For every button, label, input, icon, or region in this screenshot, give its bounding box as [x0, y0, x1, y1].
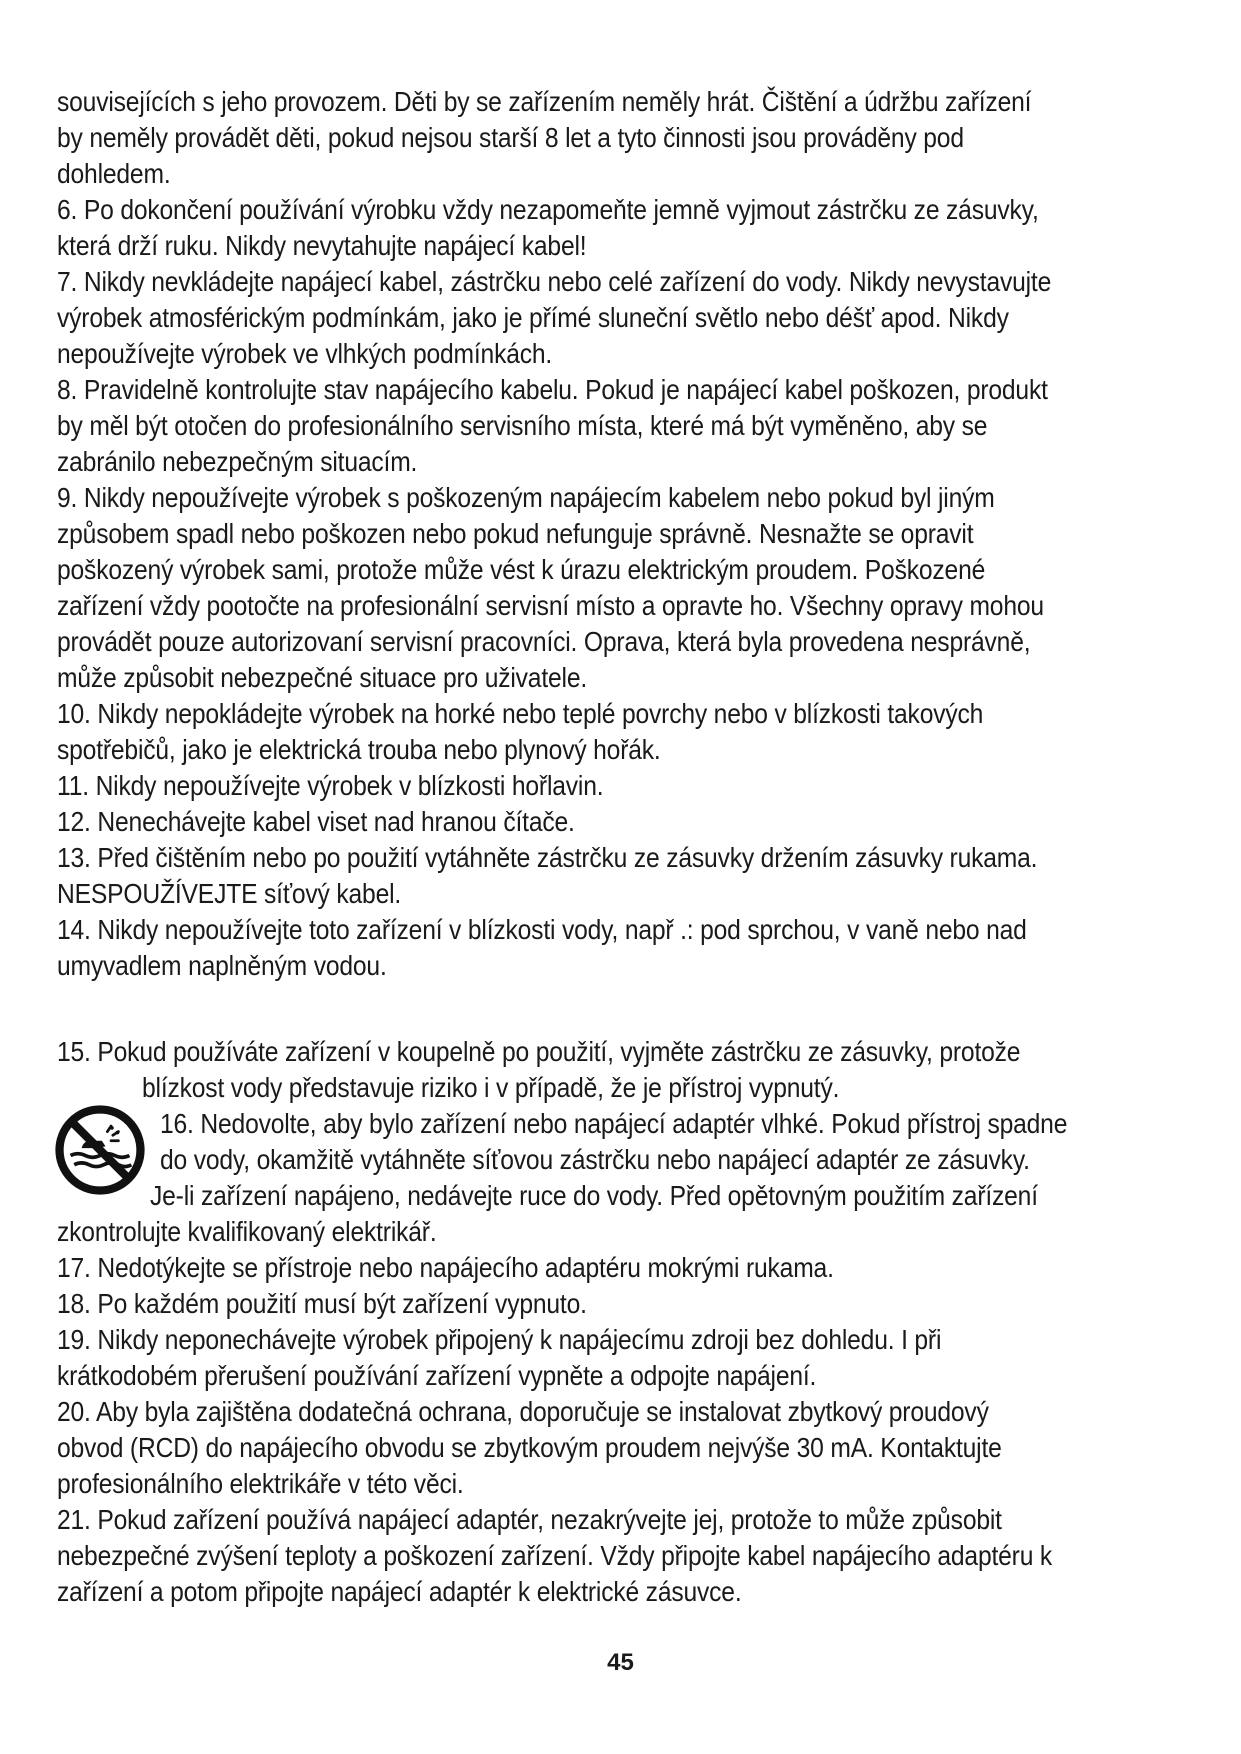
text-line: 11. Nikdy nepoužívejte výrobek v blízkosti hořlavin.: [57, 770, 604, 801]
text-line: 20. Aby byla zajištěna dodatečná ochrana, doporučuje se instalovat zbytkový proudový: [57, 1396, 989, 1427]
text-line: 21. Pokud zařízení používá napájecí adaptér, nezakrývejte jej, protože to může způsobit: [57, 1504, 1002, 1535]
text-line: 17. Nedotýkejte se přístroje nebo napájecího adaptéru mokrými rukama.: [57, 1252, 834, 1283]
text-line: poškozený výrobek sami, protože může vést k úrazu elektrickým proudem. Poškozené: [57, 554, 986, 585]
text-line: do vody, okamžitě vytáhněte síťovou zástrčku nebo napájecí adaptér ze zásuvky.: [160, 1144, 1030, 1175]
text-line: provádět pouze autorizovaní servisní pracovníci. Oprava, která byla provedena nesprávně,: [57, 626, 1031, 657]
text-line: 19. Nikdy neponechávejte výrobek připojený k napájecímu zdroji bez dohledu. I při: [57, 1324, 942, 1355]
text-line: 18. Po každém použití musí být zařízení vypnuto.: [57, 1288, 587, 1319]
text-line: blízkost vody představuje riziko i v případě, že je přístroj vypnutý.: [142, 1072, 840, 1103]
text-line: může způsobit nebezpečné situace pro uživatele.: [57, 662, 588, 693]
text-line: NESPOUŽÍVEJTE síťový kabel.: [57, 878, 402, 909]
text-line: nebezpečné zvýšení teploty a poškození zařízení. Vždy připojte kabel napájecího adaptéru k: [57, 1540, 1053, 1571]
text-line: 12. Nenechávejte kabel viset nad hranou čítače.: [57, 806, 575, 837]
text-line: Je-li zařízení napájeno, nedávejte ruce do vody. Před opětovným použitím zařízení: [150, 1180, 1038, 1211]
text-line: souvisejících s jeho provozem. Děti by se zařízením neměly hrát. Čištění a údržbu zařízení: [57, 86, 1032, 117]
text-line: zařízení a potom připojte napájecí adaptér k elektrické zásuvce.: [57, 1576, 742, 1607]
text-line: nepoužívejte výrobek ve vlhkých podmínkách.: [57, 338, 553, 369]
text-line: zabránilo nebezpečným situacím.: [57, 446, 418, 477]
text-line: 7. Nikdy nevkládejte napájecí kabel, zástrčku nebo celé zařízení do vody. Nikdy nevystavujte: [57, 266, 1052, 297]
text-line: umyvadlem naplněným vodou.: [57, 950, 387, 981]
text-line: zkontrolujte kvalifikovaný elektrikář.: [57, 1216, 437, 1247]
text-line: 14. Nikdy nepoužívejte toto zařízení v blízkosti vody, např .: pod sprchou, v vaně nebo nad: [57, 914, 1027, 945]
text-line: by měl být otočen do profesionálního servisního místa, které má být vyměněno, aby se: [57, 410, 988, 441]
text-line: zařízení vždy pootočte na profesionální servisní místo a opravte ho. Všechny opravy mohou: [57, 590, 1044, 621]
text-line: 10. Nikdy nepokládejte výrobek na horké nebo teplé povrchy nebo v blízkosti takových: [57, 698, 984, 729]
text-line: 9. Nikdy nepoužívejte výrobek s poškozeným napájecím kabelem nebo pokud byl jiným: [57, 482, 995, 513]
text-line: dohledem.: [57, 158, 171, 189]
text-line: 8. Pravidelně kontrolujte stav napájecího kabelu. Pokud je napájecí kabel poškozen, produkt: [57, 374, 1048, 405]
page-number: 45: [607, 1649, 634, 1676]
text-line: spotřebičů, jako je elektrická trouba nebo plynový hořák.: [57, 734, 661, 765]
text-line: 15. Pokud používáte zařízení v koupelně po použití, vyjměte zástrčku ze zásuvky, protože: [57, 1036, 1021, 1067]
text-line: profesionálního elektrikáře v této věci.: [57, 1468, 464, 1499]
no-water-icon: [54, 1104, 146, 1196]
text-line: 13. Před čištěním nebo po použití vytáhněte zástrčku ze zásuvky držením zásuvky rukama.: [57, 842, 1038, 873]
text-line: 16. Nedovolte, aby bylo zařízení nebo napájecí adaptér vlhké. Pokud přístroj spadne: [160, 1108, 1068, 1139]
text-line: by neměly provádět děti, pokud nejsou starší 8 let a tyto činnosti jsou prováděny pod: [57, 122, 964, 153]
text-line: způsobem spadl nebo poškozen nebo pokud nefunguje správně. Nesnažte se opravit: [57, 518, 974, 549]
text-line: která drží ruku. Nikdy nevytahujte napájecí kabel!: [57, 230, 587, 261]
text-line: 6. Po dokončení používání výrobku vždy nezapomeňte jemně vyjmout zástrčku ze zásuvky,: [57, 194, 1039, 225]
text-line: obvod (RCD) do napájecího obvodu se zbytkovým proudem nejvýše 30 mA. Kontaktujte: [57, 1432, 1002, 1463]
text-line: krátkodobém přerušení používání zařízení vypněte a odpojte napájení.: [57, 1360, 817, 1391]
text-line: výrobek atmosférickým podmínkám, jako je přímé sluneční světlo nebo déšť apod. Nikdy: [57, 302, 1009, 333]
